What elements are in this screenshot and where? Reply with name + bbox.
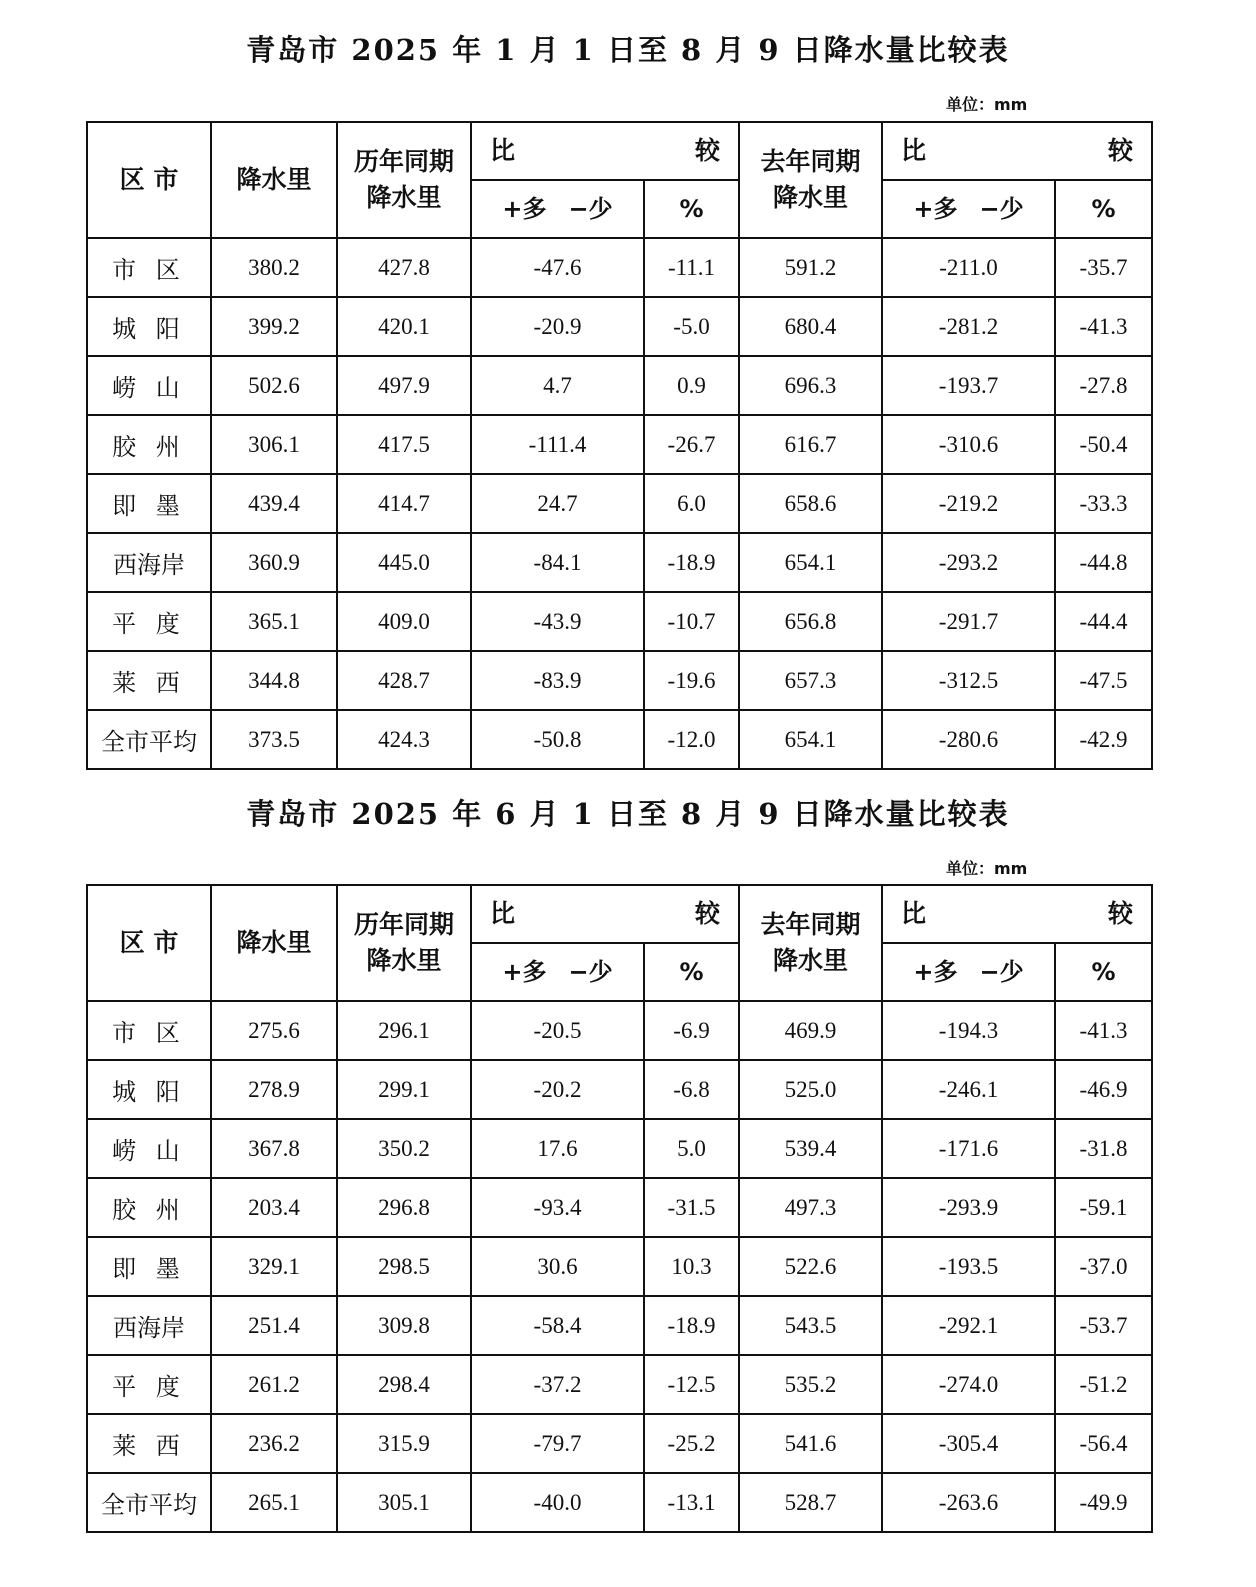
cell-diff-last-year: -312.5 [882,651,1055,710]
cell-last-year: 591.2 [739,238,882,297]
cell-normal: 417.5 [337,415,471,474]
table-row [87,651,1152,710]
header-last-year-line1: 去年同期 [760,147,861,176]
cell-percent-last-year: -33.3 [1055,474,1152,533]
cell-rainfall: 278.9 [211,1060,337,1119]
cell-district: 全市平均 [87,1473,211,1532]
table-row [87,1178,1152,1237]
cell-rainfall: 367.8 [211,1119,337,1178]
table-row [87,1355,1152,1414]
cell-district: 莱 西 [87,1414,211,1473]
header-diff-normal [471,180,644,238]
cell-diff-last-year: -310.6 [882,415,1055,474]
cell-district: 城 阳 [87,297,211,356]
cell-last-year: 696.3 [739,356,882,415]
header-diff-plus: +多 [502,195,547,223]
cell-diff-normal: -50.8 [471,710,644,769]
cell-diff-last-year: -193.7 [882,356,1055,415]
cell-percent-normal: -26.7 [644,415,739,474]
cell-diff-normal: -20.2 [471,1060,644,1119]
cell-percent-last-year: -46.9 [1055,1060,1152,1119]
cell-rainfall: 344.8 [211,651,337,710]
cell-normal: 296.1 [337,1001,471,1060]
cell-normal: 305.1 [337,1473,471,1532]
header-last-year [739,122,882,238]
header-percent-last-year: % [1055,943,1152,1001]
cell-percent-normal: -31.5 [644,1178,739,1237]
cell-diff-normal: -37.2 [471,1355,644,1414]
cell-diff-last-year: -246.1 [882,1060,1055,1119]
cell-diff-last-year: -263.6 [882,1473,1055,1532]
cell-percent-last-year: -50.4 [1055,415,1152,474]
cell-percent-last-year: -44.8 [1055,533,1152,592]
header-compare-right: 较 [694,136,720,165]
header-normal [337,885,471,1001]
cell-percent-last-year: -31.8 [1055,1119,1152,1178]
header-diff-minus: −少 [979,195,1024,223]
cell-percent-normal: -18.9 [644,533,739,592]
unit-label: 单位：mm [946,95,1028,114]
cell-diff-last-year: -274.0 [882,1355,1055,1414]
header-normal-line2: 降水里 [366,183,442,212]
cell-rainfall: 502.6 [211,356,337,415]
cell-diff-last-year: -171.6 [882,1119,1055,1178]
cell-rainfall: 306.1 [211,415,337,474]
table-row [87,415,1152,474]
table-row [87,1001,1152,1060]
cell-normal: 445.0 [337,533,471,592]
header-diff-plus: +多 [913,195,958,223]
table-row [87,1296,1152,1355]
cell-percent-normal: -25.2 [644,1414,739,1473]
cell-percent-normal: -6.8 [644,1060,739,1119]
header-compare-normal [471,122,739,180]
header-compare-left: 比 [901,136,927,165]
header-percent-normal: % [644,943,739,1001]
header-diff-minus: −少 [568,195,613,223]
cell-normal: 309.8 [337,1296,471,1355]
cell-diff-last-year: -193.5 [882,1237,1055,1296]
cell-percent-normal: -13.1 [644,1473,739,1532]
header-diff-last-year [882,943,1055,1001]
cell-diff-last-year: -293.9 [882,1178,1055,1237]
cell-rainfall: 329.1 [211,1237,337,1296]
header-compare-left: 比 [490,899,516,928]
header-compare-normal [471,885,739,943]
header-normal-line2: 降水里 [366,946,442,975]
cell-percent-normal: -19.6 [644,651,739,710]
cell-last-year: 497.3 [739,1178,882,1237]
cell-percent-last-year: -41.3 [1055,297,1152,356]
header-compare-left: 比 [901,899,927,928]
header-last-year-line2: 降水里 [772,183,848,212]
cell-normal: 427.8 [337,238,471,297]
cell-diff-last-year: -211.0 [882,238,1055,297]
header-district: 区 市 [87,122,211,238]
cell-rainfall: 399.2 [211,297,337,356]
cell-last-year: 616.7 [739,415,882,474]
cell-diff-normal: -20.9 [471,297,644,356]
cell-rainfall: 265.1 [211,1473,337,1532]
cell-last-year: 654.1 [739,710,882,769]
cell-normal: 424.3 [337,710,471,769]
cell-last-year: 539.4 [739,1119,882,1178]
cell-district: 全市平均 [87,710,211,769]
header-compare-right: 较 [694,899,720,928]
cell-rainfall: 275.6 [211,1001,337,1060]
header-compare-right: 较 [1107,136,1133,165]
cell-district: 平 度 [87,1355,211,1414]
header-normal-line1: 历年同期 [353,910,454,939]
cell-percent-normal: 5.0 [644,1119,739,1178]
cell-diff-normal: -84.1 [471,533,644,592]
table-row [87,1414,1152,1473]
header-last-year [739,885,882,1001]
cell-normal: 420.1 [337,297,471,356]
cell-diff-last-year: -305.4 [882,1414,1055,1473]
cell-rainfall: 360.9 [211,533,337,592]
cell-percent-last-year: -51.2 [1055,1355,1152,1414]
cell-district: 西海岸 [87,1296,211,1355]
table-row [87,297,1152,356]
cell-normal: 299.1 [337,1060,471,1119]
cell-diff-normal: -79.7 [471,1414,644,1473]
cell-diff-last-year: -194.3 [882,1001,1055,1060]
cell-rainfall: 236.2 [211,1414,337,1473]
table-row [87,356,1152,415]
header-last-year-line1: 去年同期 [760,910,861,939]
header-compare-left: 比 [490,136,516,165]
cell-normal: 298.4 [337,1355,471,1414]
cell-district: 胶 州 [87,415,211,474]
cell-normal: 350.2 [337,1119,471,1178]
cell-diff-normal: -93.4 [471,1178,644,1237]
cell-percent-last-year: -56.4 [1055,1414,1152,1473]
cell-normal: 296.8 [337,1178,471,1237]
cell-percent-normal: -12.5 [644,1355,739,1414]
table-row [87,1473,1152,1532]
cell-district: 胶 州 [87,1178,211,1237]
header-district: 区 市 [87,885,211,1001]
table-row [87,1237,1152,1296]
cell-district: 即 墨 [87,474,211,533]
cell-percent-normal: -10.7 [644,592,739,651]
cell-normal: 428.7 [337,651,471,710]
header-percent-last-year: % [1055,180,1152,238]
cell-percent-last-year: -41.3 [1055,1001,1152,1060]
cell-district: 西海岸 [87,533,211,592]
cell-percent-normal: -18.9 [644,1296,739,1355]
cell-percent-normal: -6.9 [644,1001,739,1060]
header-diff-last-year [882,180,1055,238]
cell-percent-normal: -12.0 [644,710,739,769]
cell-diff-normal: -47.6 [471,238,644,297]
cell-district: 市 区 [87,1001,211,1060]
table-row [87,238,1152,297]
cell-percent-normal: 10.3 [644,1237,739,1296]
cell-last-year: 657.3 [739,651,882,710]
table-row [87,710,1152,769]
table-row [87,1060,1152,1119]
cell-rainfall: 251.4 [211,1296,337,1355]
cell-diff-normal: 17.6 [471,1119,644,1178]
unit-label: 单位：mm [946,859,1028,878]
header-last-year-line2: 降水里 [772,946,848,975]
cell-percent-last-year: -49.9 [1055,1473,1152,1532]
cell-percent-last-year: -35.7 [1055,238,1152,297]
cell-percent-normal: 6.0 [644,474,739,533]
cell-diff-last-year: -219.2 [882,474,1055,533]
header-diff-minus: −少 [568,958,613,986]
cell-diff-normal: 4.7 [471,356,644,415]
cell-last-year: 528.7 [739,1473,882,1532]
header-rainfall: 降水里 [211,122,337,238]
cell-last-year: 525.0 [739,1060,882,1119]
table-title: 青岛市 2025 年 1 月 1 日至 8 月 9 日降水量比较表 [246,33,1010,67]
cell-diff-normal: -40.0 [471,1473,644,1532]
header-compare-last-year [882,122,1152,180]
cell-normal: 414.7 [337,474,471,533]
cell-percent-normal: -5.0 [644,297,739,356]
cell-district: 崂 山 [87,1119,211,1178]
cell-district: 市 区 [87,238,211,297]
cell-last-year: 535.2 [739,1355,882,1414]
cell-diff-normal: 24.7 [471,474,644,533]
cell-normal: 497.9 [337,356,471,415]
cell-rainfall: 261.2 [211,1355,337,1414]
cell-diff-normal: -43.9 [471,592,644,651]
header-percent-normal: % [644,180,739,238]
cell-diff-last-year: -280.6 [882,710,1055,769]
cell-diff-last-year: -291.7 [882,592,1055,651]
header-rainfall: 降水里 [211,885,337,1001]
table-row [87,533,1152,592]
cell-last-year: 656.8 [739,592,882,651]
header-normal-line1: 历年同期 [353,147,454,176]
table-row [87,474,1152,533]
cell-rainfall: 203.4 [211,1178,337,1237]
cell-percent-normal: 0.9 [644,356,739,415]
cell-diff-last-year: -293.2 [882,533,1055,592]
cell-diff-normal: -58.4 [471,1296,644,1355]
cell-percent-last-year: -53.7 [1055,1296,1152,1355]
cell-last-year: 658.6 [739,474,882,533]
header-diff-plus: +多 [913,958,958,986]
cell-normal: 298.5 [337,1237,471,1296]
header-normal [337,122,471,238]
cell-district: 即 墨 [87,1237,211,1296]
cell-last-year: 522.6 [739,1237,882,1296]
cell-last-year: 469.9 [739,1001,882,1060]
cell-last-year: 541.6 [739,1414,882,1473]
cell-rainfall: 380.2 [211,238,337,297]
cell-diff-last-year: -292.1 [882,1296,1055,1355]
cell-district: 城 阳 [87,1060,211,1119]
header-diff-minus: −少 [979,958,1024,986]
cell-rainfall: 365.1 [211,592,337,651]
header-compare-last-year [882,885,1152,943]
rainfall-table [86,121,1153,770]
cell-district: 平 度 [87,592,211,651]
cell-last-year: 654.1 [739,533,882,592]
cell-percent-last-year: -44.4 [1055,592,1152,651]
table-title: 青岛市 2025 年 6 月 1 日至 8 月 9 日降水量比较表 [246,797,1010,831]
cell-normal: 409.0 [337,592,471,651]
cell-rainfall: 373.5 [211,710,337,769]
cell-last-year: 680.4 [739,297,882,356]
cell-district: 崂 山 [87,356,211,415]
table-row [87,1119,1152,1178]
table-row [87,592,1152,651]
cell-percent-normal: -11.1 [644,238,739,297]
cell-diff-normal: 30.6 [471,1237,644,1296]
cell-diff-normal: -83.9 [471,651,644,710]
cell-percent-last-year: -42.9 [1055,710,1152,769]
cell-last-year: 543.5 [739,1296,882,1355]
header-diff-plus: +多 [502,958,547,986]
cell-district: 莱 西 [87,651,211,710]
cell-percent-last-year: -27.8 [1055,356,1152,415]
cell-rainfall: 439.4 [211,474,337,533]
cell-diff-normal: -111.4 [471,415,644,474]
header-compare-right: 较 [1107,899,1133,928]
rainfall-table [86,884,1153,1533]
cell-diff-last-year: -281.2 [882,297,1055,356]
cell-percent-last-year: -47.5 [1055,651,1152,710]
cell-normal: 315.9 [337,1414,471,1473]
cell-percent-last-year: -59.1 [1055,1178,1152,1237]
cell-diff-normal: -20.5 [471,1001,644,1060]
header-diff-normal [471,943,644,1001]
cell-percent-last-year: -37.0 [1055,1237,1152,1296]
